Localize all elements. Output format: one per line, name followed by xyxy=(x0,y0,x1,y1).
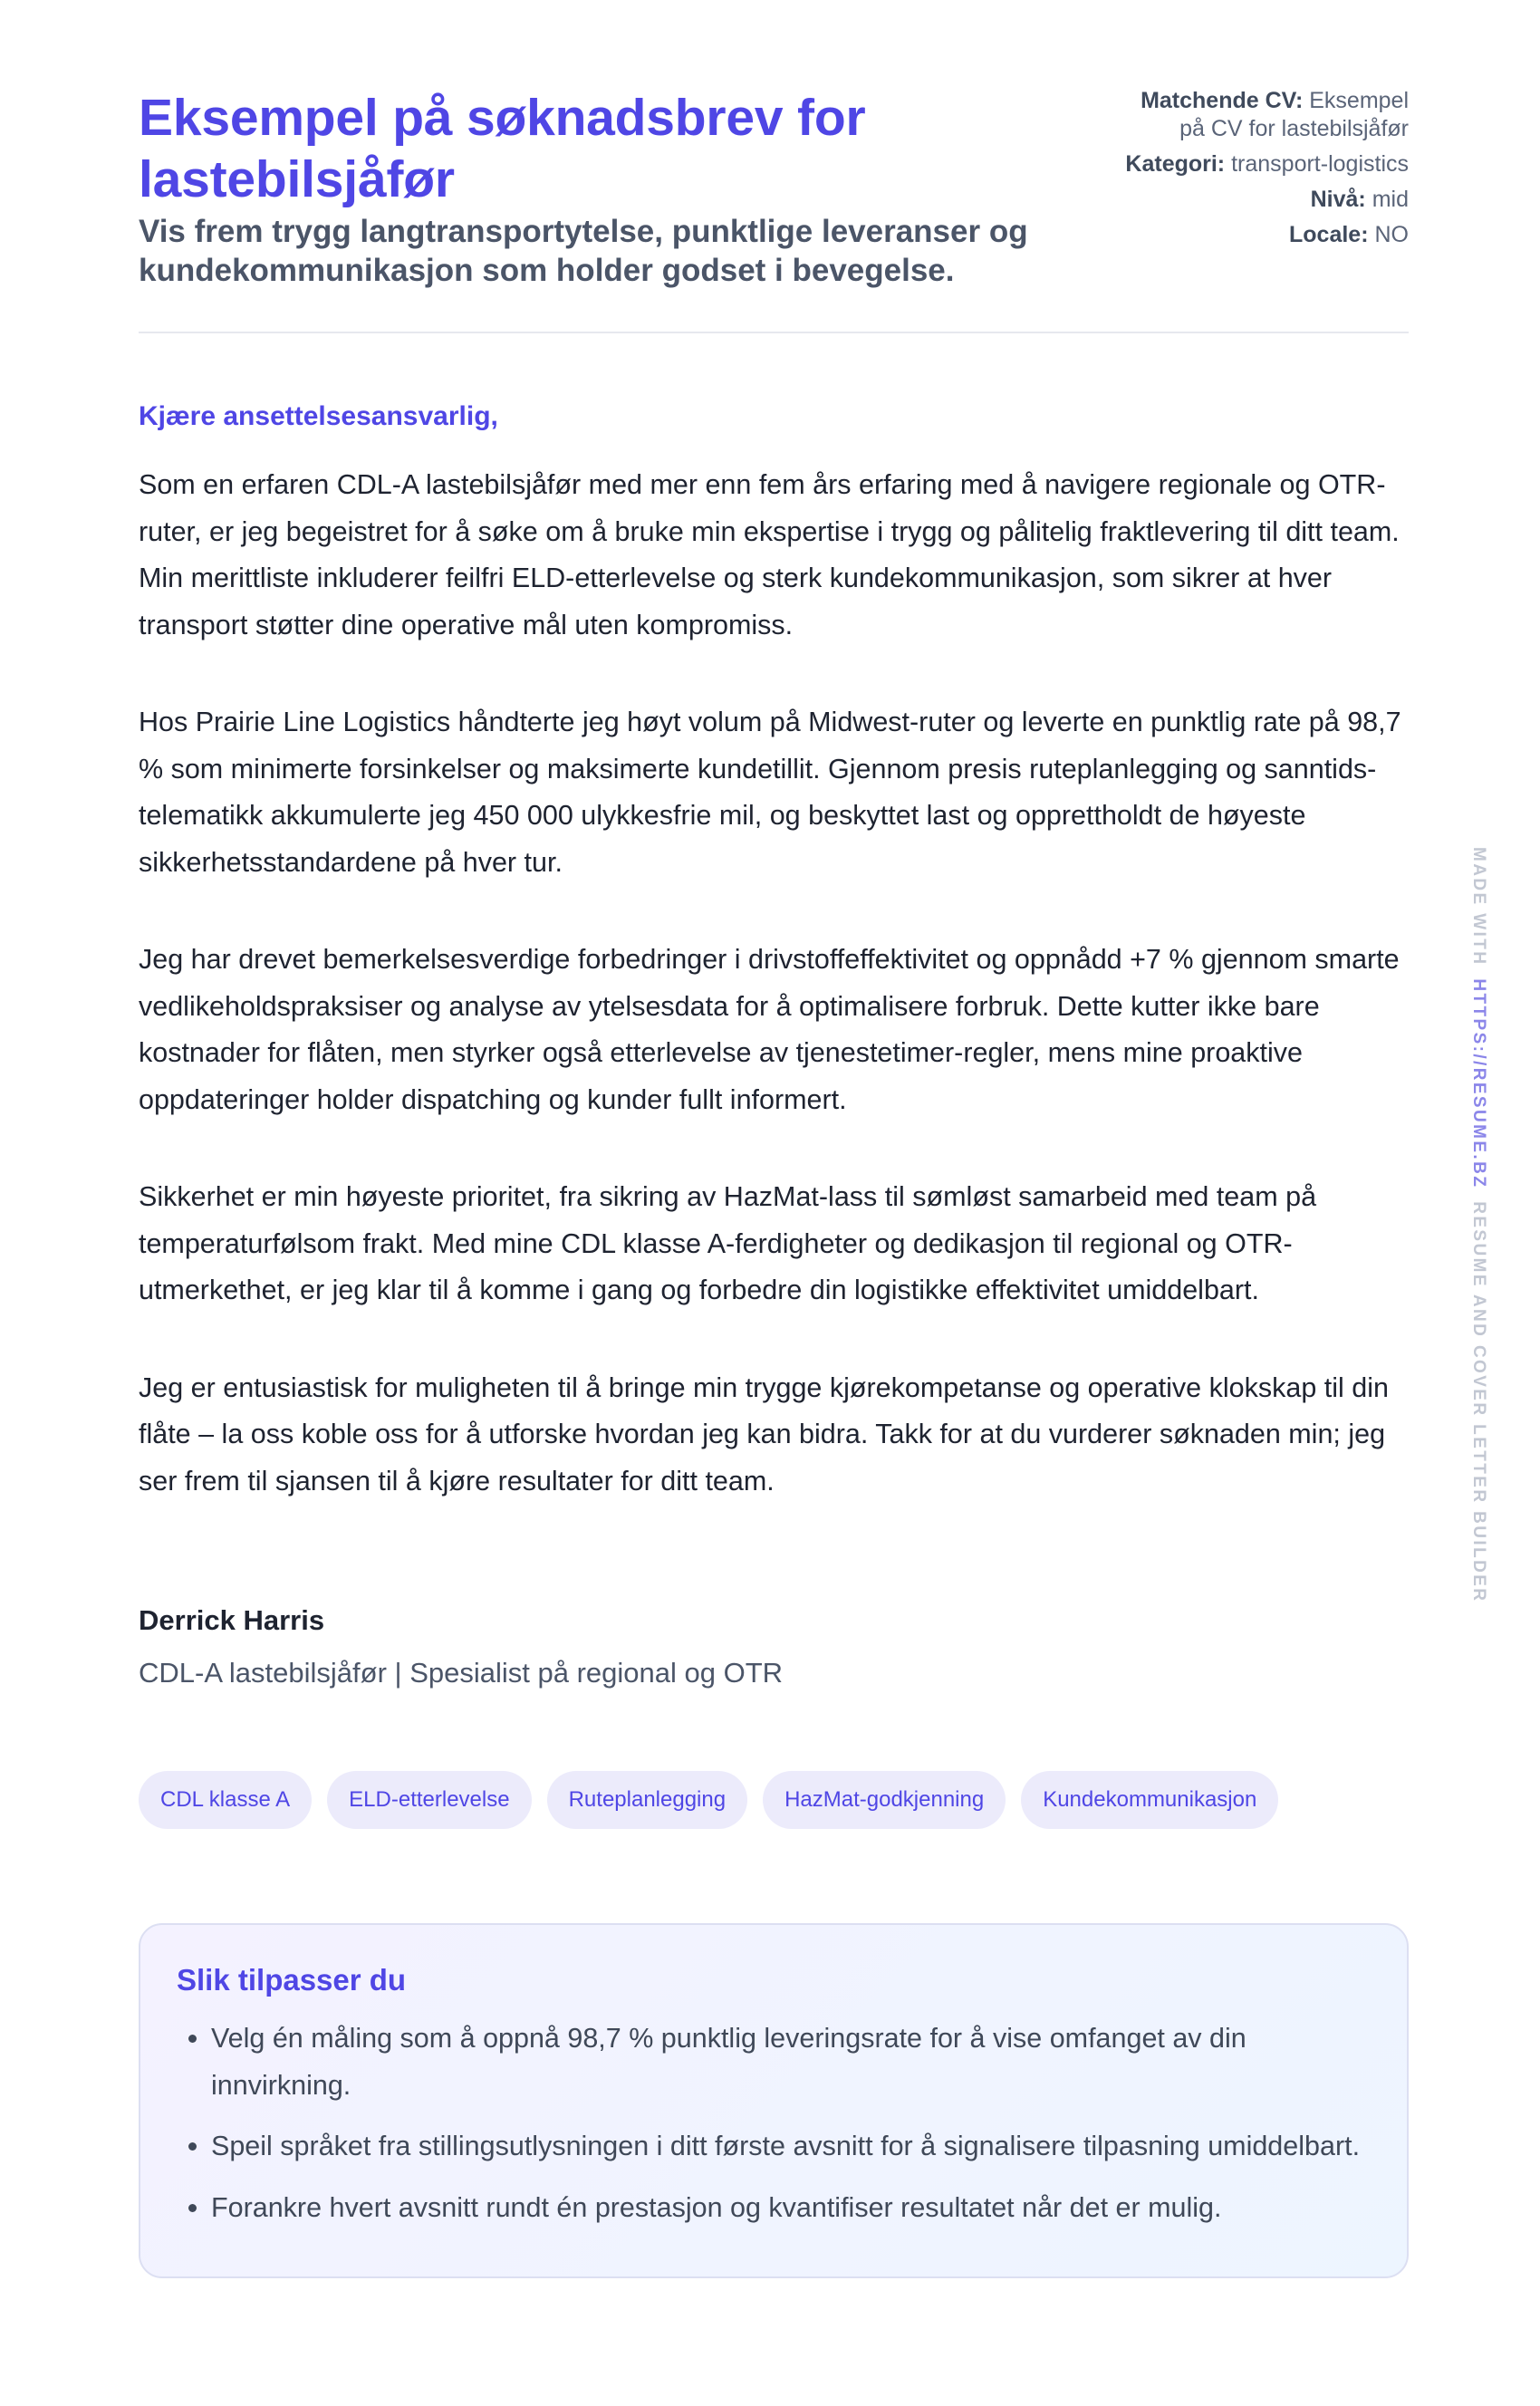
meta-locale-label: Locale: xyxy=(1289,222,1369,247)
letter-paragraph: Som en erfaren CDL-A lastebilsjåfør med mer enn fem års erfaring med å navigere regionale og OTR-ruter, er jeg begeistret for å søke om å bruke min ekspertise i trygg og pålitelig fraktlevering til ditt team. Min merittliste inkluderer feilfri ELD-etterlevelse og sterk kundekommunikasjon, som sikrer at hver transport støtter dine operative mål uten kompromiss. xyxy=(139,469,1400,640)
tips-list xyxy=(177,2016,1371,2231)
skill-tag: CDL klasse A xyxy=(139,1771,312,1829)
skill-tag: HazMat-godkjenning xyxy=(763,1771,1006,1829)
page-title: Eksempel på søknadsbrev for lastebilsjåfør xyxy=(139,89,866,208)
skill-tag: Kundekommunikasjon xyxy=(1021,1771,1278,1829)
watermark-link[interactable]: HTTPS://RESUME.BZ xyxy=(1469,978,1488,1189)
tip-item: • Velg én måling som å oppnå 98,7 % punktlig leveringsrate for å vise omfanget av din innvirkning. xyxy=(211,2016,1371,2109)
signature-role: CDL-A lastebilsjåfør | Spesialist på regional og OTR xyxy=(139,1657,784,1689)
tips-title: Slik tilpasser du xyxy=(177,1963,407,1997)
tip-item: • Speil språket fra stillingsutlysningen i ditt første avsnitt for å signalisere tilpasning umiddelbart. xyxy=(211,2123,1371,2170)
meta-locale xyxy=(1110,221,1409,249)
letter-paragraph: Jeg er entusiastisk for muligheten til å bringe min trygge kjørekompetanse og operative klokskap til din flåte – la oss koble oss for å utforske hvordan jeg kan bidra. Takk for at du vurderer søknaden min; jeg ser frem til sjansen til å kjøre resultater for ditt team. xyxy=(139,1371,1389,1497)
letter-paragraph: Sikkerhet er min høyeste prioritet, fra sikring av HazMat-lass til sømløst samarbeid med team på temperaturfølsom frakt. Med mine CDL klasse A-ferdigheter og dedikasjon til regional og OTR-utmerkethet, er jeg klar til å komme i gang og forbedre din logistikke effektivitet umiddelbart. xyxy=(139,1181,1317,1305)
letter-paragraph: Hos Prairie Line Logistics håndterte jeg høyt volum på Midwest-ruter og leverte en punktlig rate på 98,7 % som minimerte forsinkelser og maksimerte kundetillit. Gjennom presis ruteplanlegging og sanntids-telematikk akkumulerte jeg 450 000 ulykkesfrie mil, og beskyttet last og opprettholdt de høyeste sikkerhetsstandardene på hver tur. xyxy=(139,707,1401,878)
letter-body xyxy=(139,399,1409,1691)
tips-box xyxy=(139,1923,1409,2278)
watermark xyxy=(1465,847,1497,1603)
cover-letter-page xyxy=(139,0,1409,2278)
page-subtitle: Vis frem trygg langtransportytelse, punktlige leveranser og kundekommunikasjon som holder godset i bevegelse. xyxy=(139,214,1028,288)
meta-category xyxy=(1110,150,1409,178)
salutation: Kjære ansettelsesansvarlig, xyxy=(139,401,498,431)
meta-category-label: Kategori: xyxy=(1125,151,1226,177)
meta-level-value: mid xyxy=(1372,187,1409,212)
watermark-prefix: MADE WITH xyxy=(1469,847,1488,967)
skill-tag: Ruteplanlegging xyxy=(547,1771,747,1829)
skill-tags xyxy=(139,1771,1409,1829)
watermark-text xyxy=(1465,847,1492,1602)
meta-level-label: Nivå: xyxy=(1310,187,1366,212)
meta-category-value: transport-logistics xyxy=(1231,151,1409,177)
meta-level xyxy=(1110,186,1409,214)
letter-paragraph: Jeg har drevet bemerkelsesverdige forbedringer i drivstoffeffektivitet og oppnådd +7 % gjennom smarte vedlikeholdspraksiser og analyse av ytelsesdata for å optimalisere forbruk. Dette kutter ikke bare kostnader for flåten, men styrker også etterlevelse av tjenestetimer-regler, mens mine proaktive oppdateringer holder dispatching og kunder fullt informert. xyxy=(139,944,1400,1115)
meta-cv-value: Eksempel på CV for lastebilsjåfør xyxy=(1179,88,1409,141)
tip-item: • Forankre hvert avsnitt rundt én prestasjon og kvantifiser resultatet når det er mulig. xyxy=(211,2185,1371,2232)
meta-matching-cv xyxy=(1110,87,1409,143)
meta-locale-value: NO xyxy=(1374,222,1409,247)
page-header xyxy=(139,0,1409,333)
meta-panel xyxy=(1110,87,1409,256)
watermark-suffix: RESUME AND COVER LETTER BUILDER xyxy=(1469,1201,1488,1603)
meta-cv-label: Matchende CV: xyxy=(1141,88,1304,113)
signature-name: Derrick Harris xyxy=(139,1604,325,1636)
skill-tag: ELD-etterlevelse xyxy=(327,1771,531,1829)
